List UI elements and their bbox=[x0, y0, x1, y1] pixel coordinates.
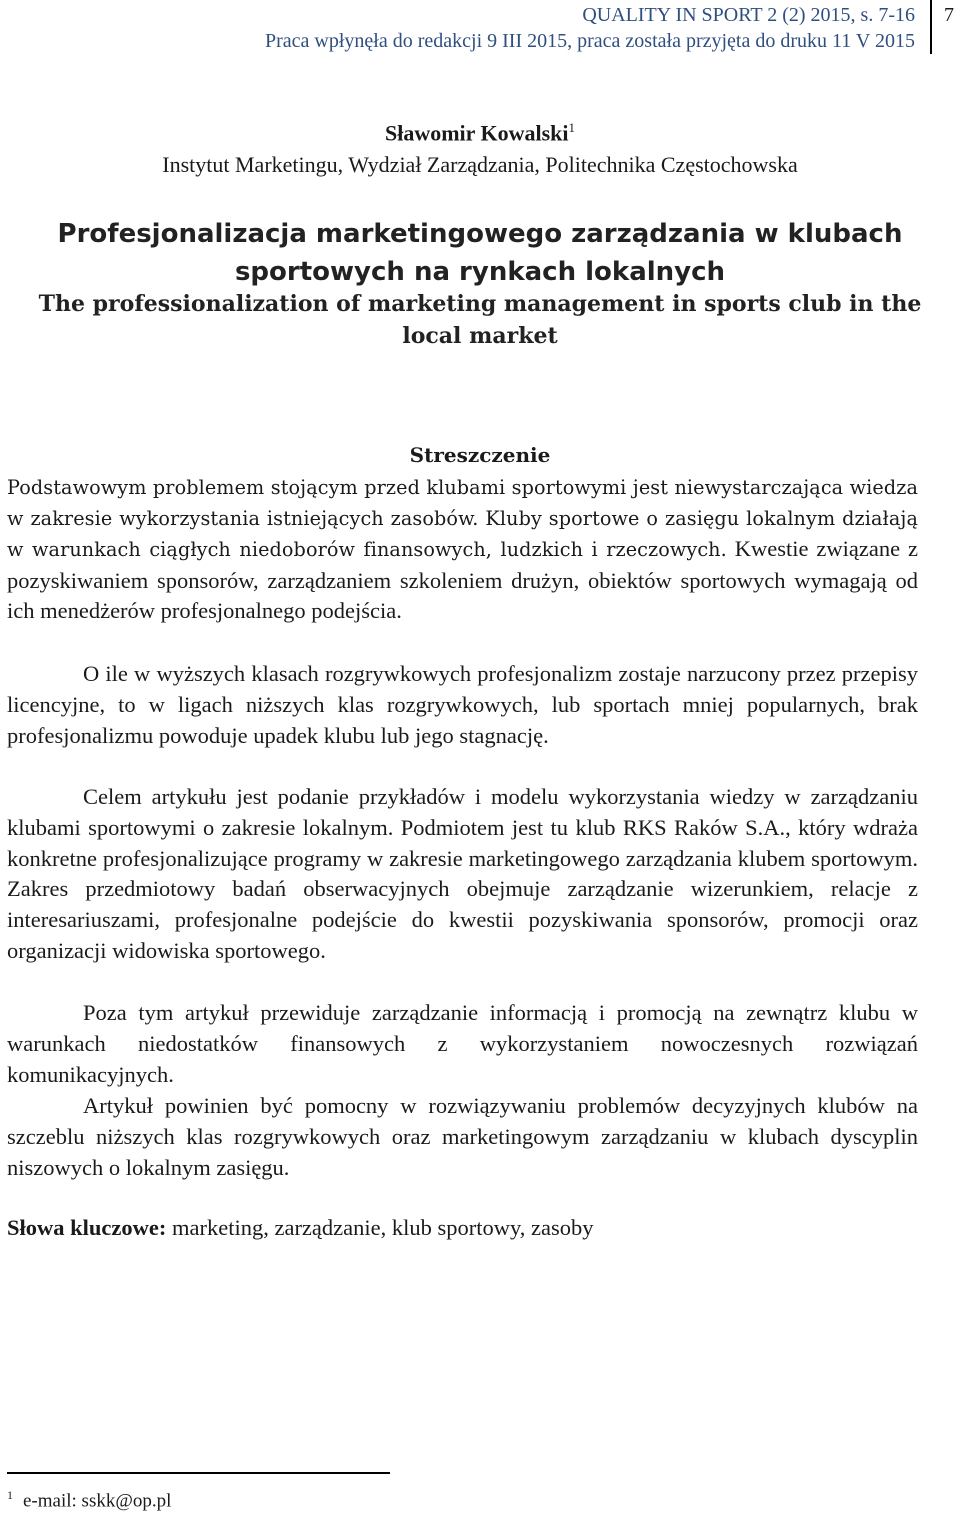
footnote-divider bbox=[7, 1472, 390, 1474]
title-polish bbox=[0, 215, 960, 291]
title-english-line-1: The professionalization of marketing management in sports club in the bbox=[38, 291, 922, 317]
title-polish-line-2: sportowych na rynkach lokalnych bbox=[234, 257, 726, 287]
keywords-value: marketing, zarządzanie, klub sportowy, zasoby bbox=[166, 1215, 594, 1240]
title-english-line-2: local market bbox=[402, 323, 558, 349]
page-number-divider bbox=[930, 0, 932, 54]
abstract-paragraph-1 bbox=[7, 473, 918, 627]
author-line bbox=[0, 120, 960, 146]
abstract-paragraph-1-part-2: Kwestie związane z pozyskiwaniem sponsorów, zarządzaniem szkoleniem drużyn, obiektów sportowych wymagają od ich menedżerów profesjonalnego podejścia. bbox=[7, 536, 918, 624]
author-name: Sławomir Kowalski bbox=[384, 120, 569, 146]
page-number: 7 bbox=[944, 4, 954, 26]
keywords-line bbox=[7, 1215, 594, 1241]
keywords-label: Słowa kluczowe: bbox=[7, 1215, 167, 1240]
received-date-line: Praca wpłynęła do redakcji 9 III 2015, praca została przyjęta do druku 11 V 2015 bbox=[265, 30, 915, 52]
footnote-email: e-mail: sskk@op.pl bbox=[23, 1490, 172, 1512]
abstract-heading: Streszczenie bbox=[409, 443, 551, 467]
abstract-paragraph-2: O ile w wyższych klasach rozgrywkowych profesjonalizm zostaje narzucony przez przepisy licencyjne, to w ligach niższych klas rozgrywkowych, lub sportach mniej popularnych, brak profesjonalizmu powoduje upadek klubu lub jego stagnację. bbox=[7, 661, 918, 748]
journal-citation: QUALITY IN SPORT 2 (2) 2015, s. 7-16 bbox=[582, 4, 915, 26]
footnote-mark: 1 bbox=[7, 1488, 13, 1502]
title-english bbox=[0, 288, 960, 352]
abstract-paragraph-4: Poza tym artykuł przewiduje zarządzanie informacją i promocją na zewnątrz klubu w warunkach niedostatków finansowych z wykorzystaniem nowoczesnych rozwiązań komunikacyjnych. bbox=[7, 1000, 918, 1087]
abstract-paragraph-1-part-1: Podstawowym problemem stojącym przed klubami sportowymi jest niewystarczająca wiedza w zakresie wykorzystania istniejących zasobów. Kluby sportowe o zasięgu lokalnym działają w warunkach ciągłych niedoborów finansowych, ludzkich i rzeczowych. bbox=[7, 476, 918, 561]
abstract-paragraph-3: Celem artykułu jest podanie przykładów i modelu wykorzystania wiedzy w zarządzaniu klubami sportowymi o zakresie lokalnym. Podmiotem jest tu klub RKS Raków S.A., który wdraża konkretne profesjonalizujące programy w zakresie marketingowego zarządzania klubem sportowym. Zakres przedmiotowy badań obserwacyjnych obejmuje zarządzanie wizerunkiem, relacje z interesariuszami, profesjonalne podejście do kwestii pozyskiwania sponsorów, promocji oraz organizacji widowiska sportowego. bbox=[7, 784, 918, 963]
author-footnote-mark: 1 bbox=[568, 120, 576, 135]
footnote bbox=[7, 1488, 171, 1512]
author-affiliation: Instytut Marketingu, Wydział Zarządzania, Politechnika Częstochowska bbox=[162, 152, 798, 177]
title-polish-line-1: Profesjonalizacja marketingowego zarządzania w klubach bbox=[57, 219, 903, 249]
abstract-paragraph-5: Artykuł powinien być pomocny w rozwiązywaniu problemów decyzyjnych klubów na szczeblu niższych klas rozgrywkowych oraz marketingowym zarządzaniu w klubach dyscyplin niszowych o lokalnym zasięgu. bbox=[7, 1093, 918, 1180]
